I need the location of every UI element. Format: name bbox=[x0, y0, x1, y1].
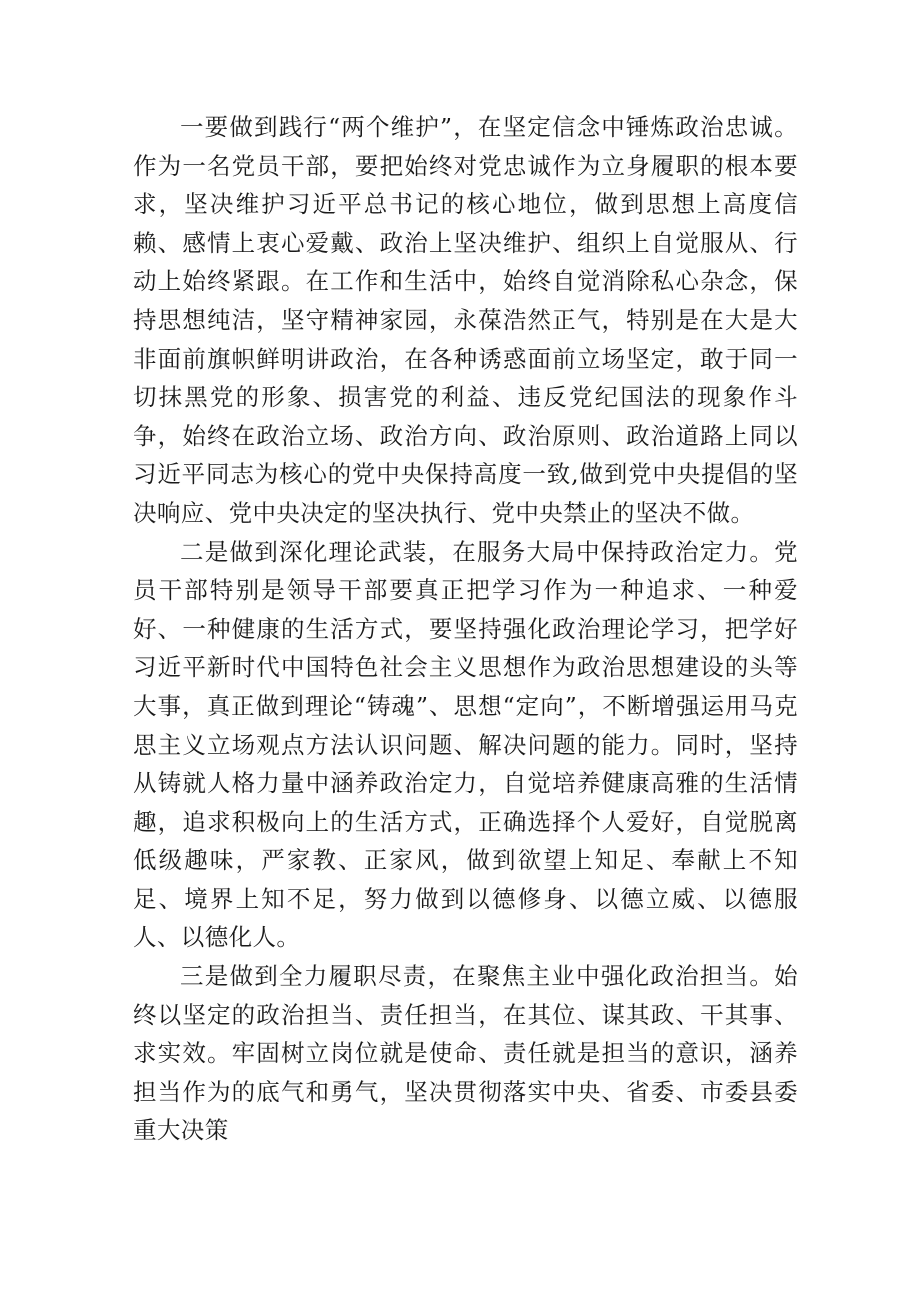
paragraph-2: 二是做到深化理论武装，在服务大局中保持政治定力。党员干部特别是领导干部要真正把学习作为一种追求、一种爱好、一种健康的生活方式，要坚持强化政治理论学习，把学好习近平新时代中国特色社会主义思想作为政治思想建设的头等大事，真正做到理论“铸魂”、思想“定向”，不断增强运用马克思主义立场观点方法认识问题、解决问题的能力。同时，坚持从铸就人格力量中涵养政治定力，自觉培养健康高雅的生活情趣，追求积极向上的生活方式，正确选择个人爱好，自觉脱离低级趣味，严家教、正家风，做到欲望上知足、奉献上不知足、境界上知不足，努力做到以德修身、以德立威、以德服人、以德化人。 bbox=[133, 537, 798, 952]
paragraph-1: 一要做到践行“两个维护”，在坚定信念中锤炼政治忠诚。作为一名党员干部，要把始终对党忠诚作为立身履职的根本要求，坚决维护习近平总书记的核心地位，做到思想上高度信赖、感情上衷心爱戴、政治上坚决维护、组织上自觉服从、行动上始终紧跟。在工作和生活中，始终自觉消除私心杂念，保持思想纯洁，坚守精神家园，永葆浩然正气，特别是在大是大非面前旗帜鲜明讲政治，在各种诱惑面前立场坚定，敢于同一切抹黑党的形象、损害党的利益、违反党纪国法的现象作斗争，始终在政治立场、政治方向、政治原则、政治道路上同以习近平同志为核心的党中央保持高度一致,做到党中央提倡的坚决响应、党中央决定的坚决执行、党中央禁止的坚决不做。 bbox=[133, 113, 798, 527]
document-body bbox=[133, 108, 798, 1150]
paragraph-3: 三是做到全力履职尽责，在聚焦主业中强化政治担当。始终以坚定的政治担当、责任担当，在其位、谋其政、干其事、求实效。牢固树立岗位就是使命、责任就是担当的意识，涵养担当作为的底气和勇气，坚决贯彻落实中央、省委、市委县委重大决策 bbox=[133, 962, 798, 1145]
